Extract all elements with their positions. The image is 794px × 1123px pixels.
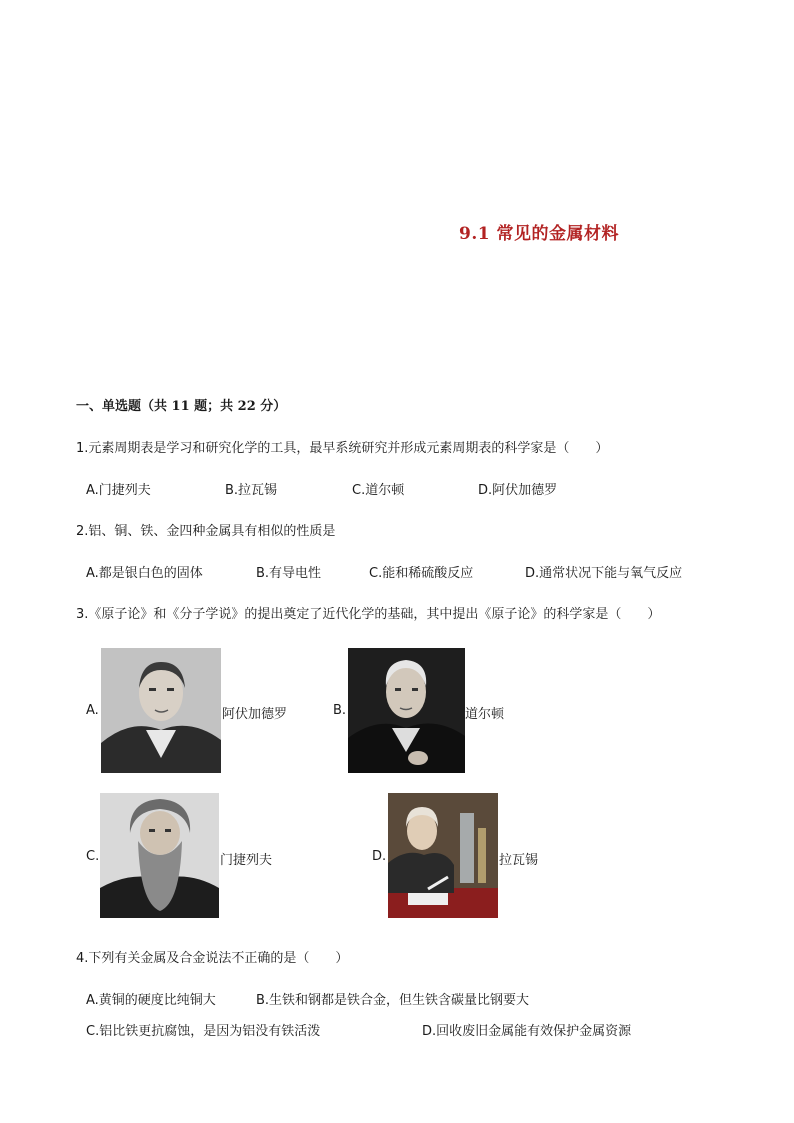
q4-option-c[interactable]: C.铝比铁更抗腐蚀，是因为铝没有铁活泼 — [86, 1024, 321, 1039]
dalton-portrait[interactable] — [348, 648, 465, 773]
question-3-stem: 3.《原子论》和《分子学说》的提出奠定了近代化学的基础，其中提出《原子论》的科学家是（ ） — [76, 607, 661, 622]
mendeleev-portrait[interactable] — [100, 793, 219, 918]
q2-option-d[interactable]: D.通常状况下能与氧气反应 — [525, 566, 683, 581]
q2-option-b[interactable]: B.有导电性 — [256, 566, 322, 581]
q1-option-c[interactable]: C.道尔顿 — [352, 483, 405, 498]
q2-option-c[interactable]: C.能和稀硫酸反应 — [369, 566, 474, 581]
q3-option-c-name: 门捷列夫 — [220, 853, 273, 868]
q3-option-b-name: 道尔顿 — [465, 707, 505, 722]
page-title: 9.1 常见的金属材料 — [459, 224, 619, 244]
avogadro-portrait[interactable] — [101, 648, 221, 773]
q4-option-b[interactable]: B.生铁和钢都是铁合金，但生铁含碳量比钢要大 — [256, 993, 530, 1008]
question-4-stem: 4.下列有关金属及合金说法不正确的是（ ） — [76, 951, 349, 966]
q4-option-a[interactable]: A.黄铜的硬度比纯铜大 — [86, 993, 216, 1008]
q3-option-c-letter[interactable]: C. — [86, 849, 100, 864]
q3-option-d-name: 拉瓦锡 — [499, 853, 539, 868]
question-2-stem: 2.铝、铜、铁、金四种金属具有相似的性质是 — [76, 524, 336, 539]
question-1-stem: 1.元素周期表是学习和研究化学的工具，最早系统研究并形成元素周期表的科学家是（ ） — [76, 441, 609, 456]
q2-option-a[interactable]: A.都是银白色的固体 — [86, 566, 203, 581]
q4-option-d[interactable]: D.回收废旧金属能有效保护金属资源 — [422, 1024, 632, 1039]
section-heading: 一、单选题（共 11 题；共 22 分） — [76, 399, 287, 414]
lavoisier-portrait[interactable] — [388, 793, 498, 918]
q1-option-b[interactable]: B.拉瓦锡 — [225, 483, 278, 498]
q3-option-d-letter[interactable]: D. — [372, 849, 387, 864]
q3-option-a-letter[interactable]: A. — [86, 703, 99, 718]
q3-option-a-name: 阿伏加德罗 — [222, 707, 288, 722]
q1-option-a[interactable]: A.门捷列夫 — [86, 483, 151, 498]
q3-option-b-letter[interactable]: B. — [333, 703, 347, 718]
q1-option-d[interactable]: D.阿伏加德罗 — [478, 483, 558, 498]
